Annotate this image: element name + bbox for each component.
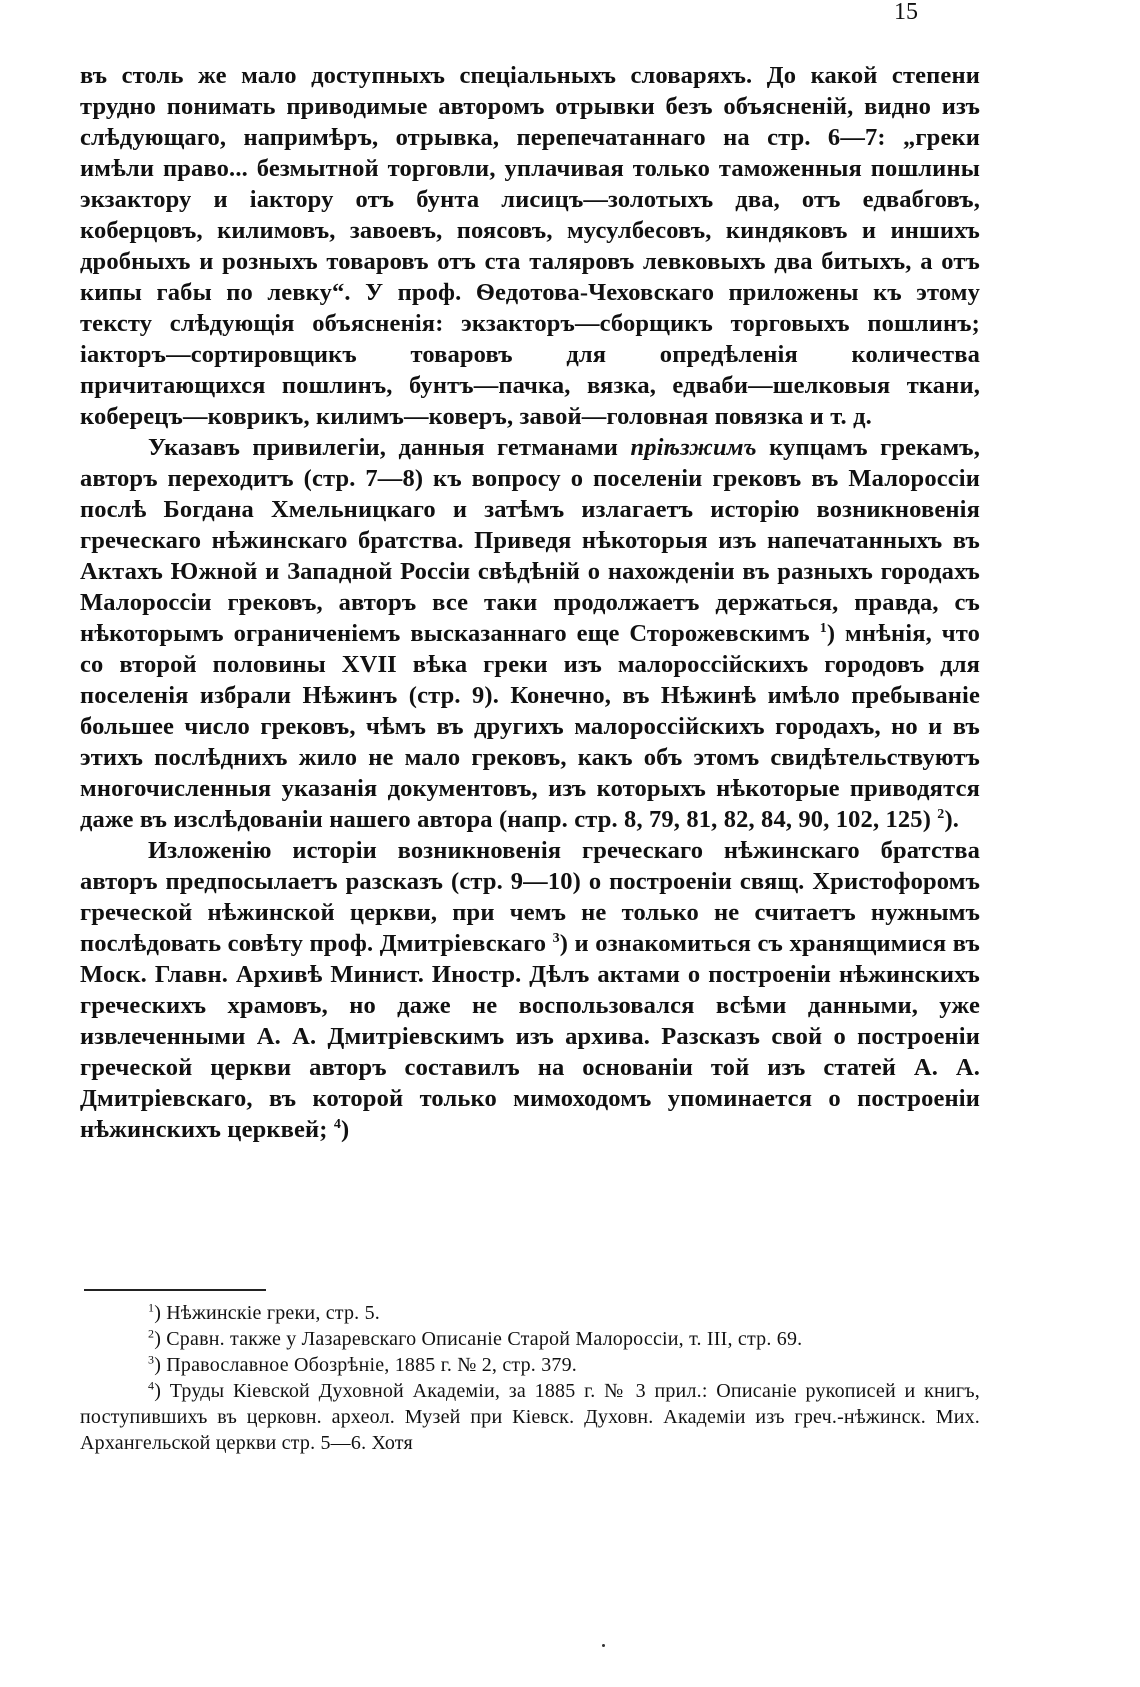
footnote-divider xyxy=(84,1289,266,1291)
italic-term: пріѣзжимъ xyxy=(630,434,757,461)
footnote-ref-2: 2 xyxy=(937,806,945,822)
footnote-4 xyxy=(80,1378,980,1456)
paragraph-3 xyxy=(80,835,980,1145)
footnote-ref-4: 4 xyxy=(333,1116,342,1132)
page-number: 15 xyxy=(894,0,918,25)
footnote-ref-3: 3 xyxy=(552,930,560,946)
paragraph-2 xyxy=(80,432,980,835)
footnote-text: ) Труды Кіевской Духовной Академіи, за 1885 г. № 3 прил.: Описаніе рукописей и книгъ, поступившихъ въ церковн. археол. Музей при Кіевск. Духовн. Академіи изъ греч.-нѣжинск. Мих. Архангельской церкви стр. 5—6. Хотя xyxy=(80,1380,980,1454)
footnote-text: ) Сравн. также у Лазаревскаго Описаніе Старой Малороссіи, т. III, стр. 69. xyxy=(154,1328,803,1350)
paragraph-text: купцамъ грекамъ, авторъ переходитъ (стр. 7—8) къ вопросу о поселеніи грековъ въ Малороссіи послѣ Богдана Хмельницкаго и затѣмъ излагаетъ исторію возникновенія греческаго нѣжинскаго братства. Приведя нѣкоторыя изъ напечатанныхъ въ Актахъ Южной и Западной Россіи свѣдѣній о нахожденіи въ разныхъ городахъ Малороссіи грековъ, авторъ все таки продолжаетъ держаться, правда, съ нѣкоторымъ ограниченіемъ высказаннаго еще Сторожевскимъ xyxy=(80,434,980,647)
paragraph-text: ) xyxy=(341,1116,350,1143)
paragraph-text: ). xyxy=(944,806,960,833)
paragraph-text: ) мнѣнія, что со второй половины XVII вѣка греки изъ малороссійскихъ городовъ для поселенія избрали Нѣжинъ (стр. 9). Конечно, въ Нѣжинѣ имѣло пребываніе большее число грековъ, чѣмъ въ другихъ малороссійскихъ городахъ, но и въ этихъ послѣднихъ жило не мало грековъ, какъ объ этомъ свидѣтельствуютъ многочисленныя указанія документовъ, изъ которыхъ нѣкоторые приводятся даже въ изслѣдованіи нашего автора (напр. стр. 8, 79, 81, 82, 84, 90, 102, 125) xyxy=(80,620,980,833)
footnote-mark: 4 xyxy=(148,1378,155,1393)
footnote-text: ) Нѣжинскіе греки, стр. 5. xyxy=(154,1302,380,1324)
footnote-text: ) Православное Обозрѣніе, 1885 г. № 2, стр. 379. xyxy=(154,1354,577,1376)
paragraph-text: ) и ознакомиться съ хранящимися въ Моск. Главн. Архивѣ Минист. Иностр. Дѣлъ актами о построеніи нѣжинскихъ греческихъ храмовъ, но даже не воспользовался всѣми данными, уже извлеченными А. А. Дмитріевскимъ изъ архива. Разсказъ свой о построеніи греческой церкви авторъ составилъ на основаніи той изъ статей А. А. Дмитріевскаго, въ которой только мимоходомъ упоминается о построеніи нѣжинскихъ церквей; xyxy=(80,930,980,1143)
paragraph-text: въ столь же мало доступныхъ спеціальныхъ словаряхъ. До какой степени трудно понимать приводимые авторомъ отрывки безъ объясненій, видно изъ слѣдующаго, напримѣръ, отрывка, перепечатаннаго на стр. 6—7: „греки имѣли право... безмытной торговли, уплачивая только таможенныя пошлины экзактору и іактору отъ бунта лисицъ—золотыхъ два, отъ едвабговъ, коберцовъ, килимовъ, завоевъ, поясовъ, мусулбесовъ, киндяковъ и иншихъ дробныхъ и розныхъ товаровъ отъ ста таляровъ левковыхъ два битыхъ, а отъ кипы габы по левку“. У проф. Ѳедотова-Чеховскаго приложены къ этому тексту слѣдующія объясненія: экзакторъ—сборщикъ торговыхъ пошлинъ; іакторъ—сортировщикъ товаровъ для опредѣленія количества причитающихся пошлинъ, бунтъ—пачка, вязка, едваби—шелковыя ткани, коберецъ—коврикъ, килимъ—коверъ, завой—головная повязка и т. д. xyxy=(80,62,980,430)
footnotes xyxy=(80,1300,980,1456)
footnote-mark: 1 xyxy=(148,1300,155,1315)
paragraph-text: Изложенію исторіи возникновенія греческаго нѣжинскаго братства авторъ предпосылаетъ разсказъ (стр. 9—10) о построеніи свящ. Христофоромъ греческой нѣжинской церкви, при чемъ не только не считаетъ нужнымъ послѣдовать совѣту проф. Дмитріевскаго xyxy=(80,837,980,957)
footnote-1 xyxy=(80,1300,980,1326)
footnote-3 xyxy=(80,1352,980,1378)
paragraph-1 xyxy=(80,60,980,432)
footnote-2 xyxy=(80,1326,980,1352)
main-text xyxy=(80,60,980,1145)
footnote-mark: 3 xyxy=(148,1352,155,1367)
paragraph-text: Указавъ привилегіи, данныя гетманами xyxy=(148,434,631,461)
footnote-mark: 2 xyxy=(148,1326,155,1341)
footnote-ref-1: 1 xyxy=(819,620,827,636)
print-speck xyxy=(602,1644,605,1647)
